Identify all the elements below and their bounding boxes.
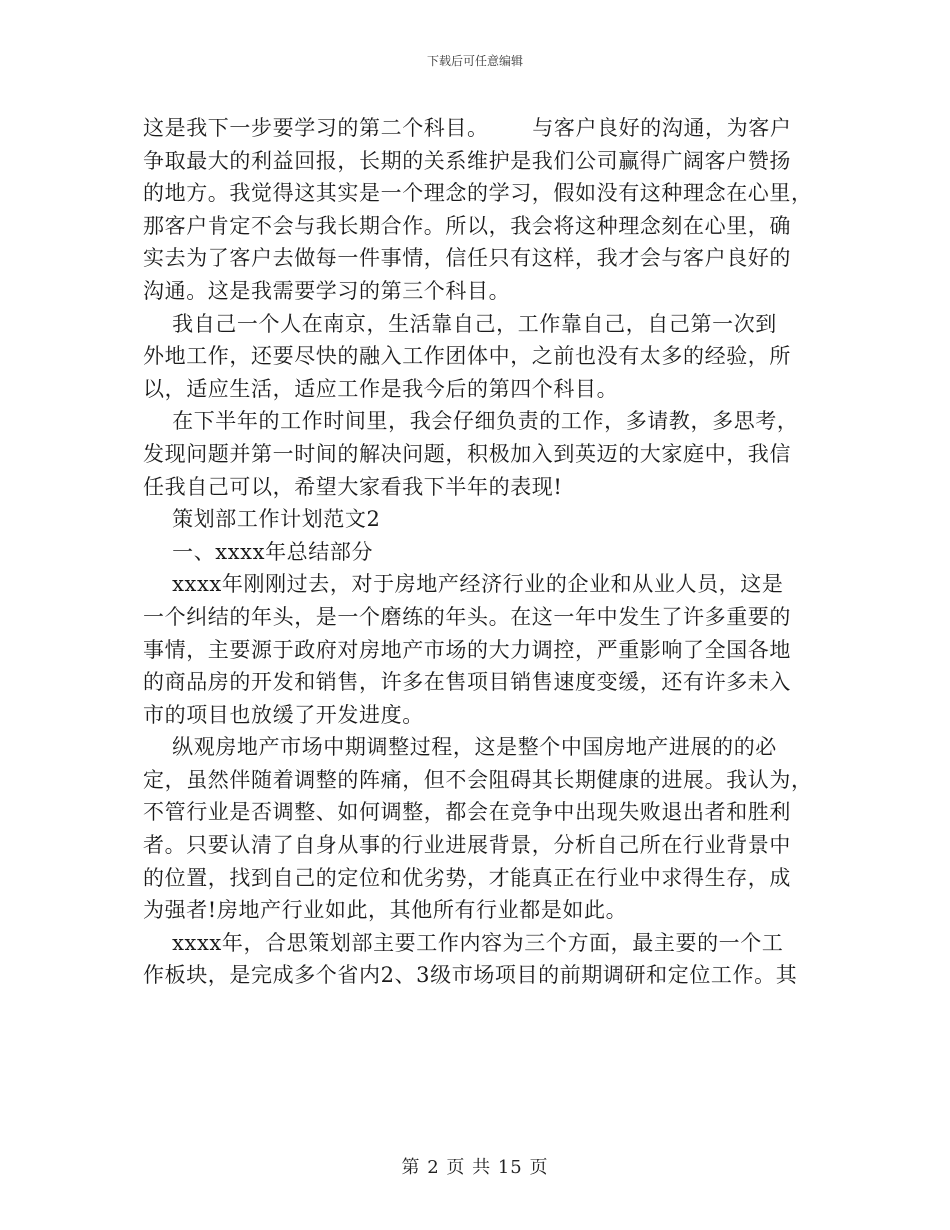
- text-line: xxxx年刚刚过去，对于房地产经济行业的企业和从业人员，这是: [143, 572, 784, 597]
- text-line: 发现问题并第一时间的解决问题，积极加入到英迈的大家庭中，我信: [143, 441, 791, 466]
- text-line: 实去为了客户去做每一件事情，信任只有这样，我才会与客户良好的: [143, 246, 791, 271]
- text-line: 市的项目也放缓了开发进度。: [143, 702, 424, 727]
- text-line: 争取最大的利益回报，长期的关系维护是我们公司赢得广阔客户赞扬: [143, 148, 791, 173]
- text-line: xxxx年，合思策划部主要工作内容为三个方面，最主要的一个工: [143, 930, 784, 955]
- text-line: 沟通。这是我需要学习的第三个科目。: [143, 278, 511, 303]
- subsection-heading: 一、xxxx年总结部分: [143, 539, 374, 564]
- text-line: 外地工作，还要尽快的融入工作团体中，之前也没有太多的经验，所: [143, 344, 791, 369]
- section-heading: 策划部工作计划范文2: [143, 507, 381, 532]
- text-line: 这是我下一步要学习的第二个科目。 与客户良好的沟通，为客户: [143, 116, 792, 140]
- text-line: 的地方。我觉得这其实是一个理念的学习，假如没有这种理念在心里，: [143, 181, 813, 206]
- text-line: 那客户肯定不会与我长期合作。所以，我会将这种理念刻在心里，确: [143, 213, 791, 238]
- text-line: 者。只要认清了自身从事的行业进展背景，分析自己所在行业背景中: [143, 833, 791, 858]
- text-line: 一个纠结的年头，是一个磨练的年头。在这一年中发生了许多重要的: [143, 604, 791, 629]
- page-header-note: 下载后可任意编辑: [426, 54, 523, 68]
- page-number-footer: 第 2 页 共 15 页: [401, 1157, 549, 1178]
- text-line: 任我自己可以，希望大家看我下半年的表现!: [143, 474, 563, 499]
- text-line: 事情，主要源于政府对房地产市场的大力调控，严重影响了全国各地: [143, 637, 791, 662]
- text-line: 我自己一个人在南京，生活靠自己，工作靠自己，自己第一次到: [143, 311, 777, 336]
- document-body: [143, 112, 813, 992]
- text-line: 作板块，是完成多个省内2、3级市场项目的前期调研和定位工作。其: [143, 963, 798, 988]
- text-line: 以，适应生活，适应工作是我今后的第四个科目。: [143, 376, 619, 401]
- text-line: 的位置，找到自己的定位和优劣势，才能真正在行业中求得生存，成: [143, 865, 791, 890]
- text-line: 为强者!房地产行业如此，其他所有行业都是如此。: [143, 898, 628, 923]
- text-line: 的商品房的开发和销售，许多在售项目销售速度变缓，还有许多未入: [143, 670, 791, 695]
- text-line: 定，虽然伴随着调整的阵痛，但不会阻碍其长期健康的进展。我认为，: [143, 767, 813, 792]
- text-line: 不管行业是否调整、如何调整，都会在竞争中出现失败退出者和胜利: [143, 800, 791, 825]
- text-line: 在下半年的工作时间里，我会仔细负责的工作，多请教，多思考，: [143, 409, 799, 434]
- text-line: 纵观房地产市场中期调整过程，这是整个中国房地产进展的的必: [143, 735, 777, 760]
